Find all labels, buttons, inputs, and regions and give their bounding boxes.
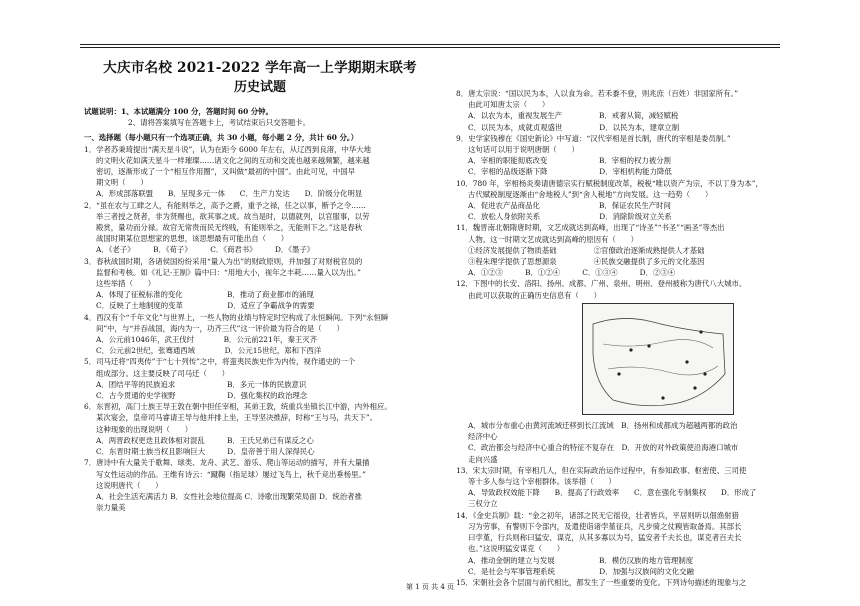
answer-option: C．放松人身依附关系 D．消除阶级对立关系 (468, 212, 672, 222)
question-line: 14．《金史兵制》载：“金之初年，诸部之民无它徭役，壮者皆兵，平居则听以佃渔射猎 (456, 510, 739, 520)
question-block (456, 88, 808, 301)
answer-option: C．古今贯通的史学视野 D．强化集权的政治理念 (96, 391, 308, 401)
answer-option: C．宰相的品级逐渐下降 D．宰相机构能力降低 (468, 167, 672, 177)
instruction-note: 试题说明：1、本试题满分 100 分，答题时间 60 分钟。 (84, 107, 273, 116)
answer-option: A．①②③ B．①②④ C．①③④ D．②③④ (468, 268, 676, 278)
question-line: 期文明（ ） (96, 178, 148, 188)
answer-option: A．公元前1046年，武王伐纣 B．公元前221年，秦王灭齐 (96, 335, 318, 345)
question-line: 曰孛堇，行兵则称曰猛安、谋克，从其多寡以为号，猛安者千夫长也，谋克者百夫长 (468, 533, 742, 543)
page-footer: 第 1 页 共 4 页 (405, 583, 455, 591)
answer-option: A．宰相的职能彻底改变 B．宰相的权力被分割 (468, 156, 671, 166)
answer-option: A．导致政权效能下降 B．提高了行政效率 C．意在强化专制集权 D．形成了 (468, 488, 757, 498)
section-heading: 一、选择题（每小题只有一个选项正确，共 30 小题，每小题 2 分，共计 60 分。） (84, 133, 358, 143)
question-line: 5．司马迁将“四夷传”于“七十列传”之中，将蛮夷民族史作为内传，视作通史的一个 (84, 357, 356, 367)
exam-title: 大庆市名校 2021-2022 学年高一上学期期末联考 (103, 60, 417, 76)
question-line: 组成部分。这主要反映了司马迁（ ） (96, 368, 230, 378)
question-line: 4．西汉有个“千年文化”与世界上，一些人物的业绩与特定时空构成了永恒瞬间。下列“永恒瞬 (84, 312, 389, 322)
question-line: 写女性运动的作品。王维有诗云：“蹴鞠（指足球）屡过飞鸟上，秋千竞出垂杨里。” (96, 469, 366, 479)
answer-option: A．以农为本，重视发展生产 B．戒奢从简，减轻赋税 (468, 111, 679, 121)
question-line: 2．“虽在农与工肆之人，有能则举之，高予之爵，重予之禄，任之以事，断予之令…… (84, 200, 366, 210)
top-rule (80, 44, 780, 45)
tang-cities-map (582, 303, 734, 415)
answer-option: C．是社会与军事管理系统 D．加强与汉族间的文化交融 (468, 566, 694, 576)
question-line: 这种现象的出现说明（ ） (96, 424, 193, 434)
question-line: 这说明唐代（ ） (96, 480, 163, 490)
question-block (456, 420, 808, 588)
question-line: 这些举措（ ） (96, 279, 156, 289)
answer-option: A．两晋政权更迭且政体相对混乱 B．王氏兄弟已有谋反之心 (96, 435, 314, 445)
question-line: 间”中，与“并吞战国，海内为一，功齐三代”这一评价最为符合的是（ ） (96, 323, 344, 333)
question-line: 12．下图中的长安、洛阳、扬州、成都、广州、泉州、明州、登州被称为唐代八大城市。 (456, 279, 747, 289)
question-line: 3．春秋战国时期，各诸侯国纷纷采用“量入为出”的财政原则，并加强了对财税官员的 (84, 256, 363, 266)
answer-option: A．推动金朝的建立与发展 B．模仿汉族的地方管理制度 (468, 555, 694, 565)
question-line: 也。”这说明猛安谋克（ ） (468, 544, 565, 554)
question-line: 6．东晋初，高门士族王导王敦在朝中担任宰相，其弟王敦，统重兵坐镇长江中游，内外相应。 (84, 402, 392, 412)
answer-option: A．促进农产品商品化 B．保证农民生产时间 (468, 201, 671, 211)
left-column (84, 106, 436, 513)
question-line: 这句话可以用于说明唐朝（ ） (468, 145, 579, 155)
question-line: 战国时期某位思想家的思想，该思想最有可能出自（ ） (96, 234, 289, 244)
question-block (84, 144, 436, 514)
question-line: 1．学者苏秉琦提出“满天星斗说”，认为在距今 6000 年左右，从辽西到良渚，中华大地 (84, 144, 372, 154)
question-line: 10．780 年，宰相杨炎奏请唐德宗实行赋税制度改革，税税“唯以资产为宗，不以丁身为本”， (456, 178, 763, 188)
answer-option: A．城市分布重心由黄河流域迁移到长江流域 B．扬州和成都成为超越两都的政治 (468, 421, 738, 431)
question-line: 8．唐太宗说：“国以民为本，人以食为命。若禾黍不登，则兆庶（百姓）非国家所有。” (456, 89, 739, 98)
question-line: 殿赏，量功而分禄。故官无常贵而民无终贱，有能则举之，无能则下之。”这是春秋 (96, 223, 363, 233)
question-line: 9．史学家钱穆在《国史新论》中写道：“汉代宰相是首长制，唐代的宰相是委员制。” (456, 133, 731, 143)
question-line: 11．魏晋南北朝隋唐时期，文艺成就达到高峰，出现了“诗圣”“书圣”“画圣”等杰出 (456, 223, 725, 233)
question-line: 某次宴会，皇帝司马睿请王导与他并排上坐，王导坚决推辞，时称“王与马，共天下”。 (96, 413, 378, 423)
answer-option: C．公元前2世纪，张骞通西域 D．公元15世纪，郑和下西洋 (96, 346, 322, 356)
answer-option: C．反映了土地制度的变革 D．适应了争霸战争的需要 (96, 301, 315, 311)
answer-option: C．以民为本，成就贞观盛世 D．以民为本，建章立制 (468, 122, 680, 132)
question-line: 经济中心 (468, 432, 498, 442)
question-line: 等十多人参与这个宰相群体。该举措（ ） (468, 477, 616, 487)
question-line: 由此可以获取的正确历史信息有（ ） (468, 290, 602, 300)
answer-option: A．形成部落联盟 B．呈现多元一体 C．生产力发达 D．阶级分化明显 (96, 189, 363, 199)
question-line: 监督和考核。如《礼记·王制》篇中曰：“用地大小，视年之丰耗……量入以为出。” (96, 267, 361, 277)
right-column (456, 88, 808, 588)
question-line: 7．唐诗中有大量关于歌舞、球类、龙舟、武艺、游乐、爬山等运动的描写，并有大量描 (84, 458, 370, 468)
question-line: 人物。这一时期文艺成就达到高峰的原因有（ ） (468, 234, 638, 244)
question-line: 密切，逐渐形成了一个“相互作用圈”，又叫做“最初的中国”。由此可见，中国早 (96, 167, 356, 177)
question-line: 15．宋朝社会各个层面与前代相比，都发生了一些重要的变化。下列诗句描述的现象与之 (456, 577, 747, 587)
question-line: 的文明火花如满天星斗一样璀璨……诸文化之间的互动和交流也越来越频繁，越来越 (96, 155, 370, 165)
answer-option: ①经济发展提供了物质基础 ②官僚政治逐渐成熟提供人才基础 (468, 245, 705, 255)
question-line: 举三者授之贤者，非为贤赐也，欲其事之成。故当是时，以德就列，以官服事，以劳 (96, 211, 370, 221)
question-line: 走向兴盛 (468, 454, 498, 464)
question-line: 习为劳事，有警则下令部内，及遣使诣诸孛堇征兵，凡步骑之仗糗皆取备焉。其部长 (468, 521, 742, 531)
top-rule-thin (80, 47, 780, 48)
question-line: 古代赋税制度逐渐由“舍地税人”到“舍人税地”方向发展。这一趋势（ ） (468, 189, 713, 199)
question-line: 三权分立 (468, 499, 498, 509)
question-line: 崇力量美 (96, 503, 126, 513)
question-line: 13．宋太宗时期，有宰相几人，但在实际政治运作过程中，有参知政事、枢密使、三司使 (456, 465, 747, 475)
answer-option: C．东晋时期士族当权且影响巨大 D．皇帝善于用人深得民心 (96, 447, 315, 457)
exam-subtitle: 历史试题 (233, 80, 286, 95)
answer-option: A．体现了征税标准的变化 B．推动了商业都市的涌现 (96, 290, 314, 300)
answer-option: C．政治都会与经济中心重合的特征不复存在 D．开放的对外政策使沿海港口城市 (468, 443, 739, 453)
answer-option: A．团结平等的民族追求 B．多元一体的民族意识 (96, 379, 307, 389)
answer-option: ③程朱理学提供了思想源泉 ④民族交融提供了多元的文化基因 (468, 257, 705, 267)
question-line: 由此可知唐太宗（ ） (468, 100, 550, 110)
answer-option: A．社会生活充满活力 B．女性社会地位提高 C．诗歌出现繁荣局面 D．统治者推 (96, 491, 362, 501)
answer-option: A．《老子》 B．《荀子》 C．《商君书》 D．《墨子》 (96, 245, 315, 255)
instruction-note: 2、请将答案填写在答题卡上，考试结束后只交答题卡。 (128, 118, 311, 128)
